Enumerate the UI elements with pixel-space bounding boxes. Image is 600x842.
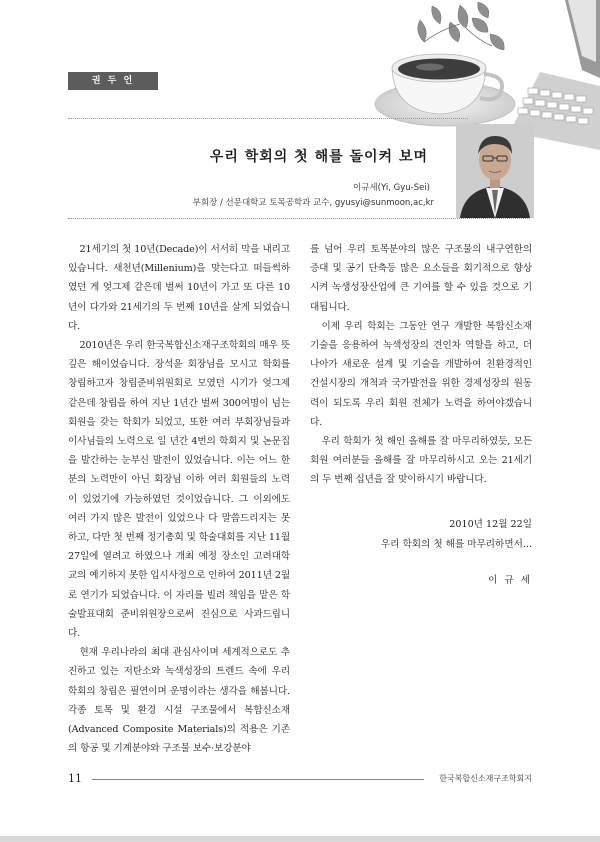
paragraph: 2010년은 우리 한국복합신소재구조학회의 매우 뜻 깊은 해이었습니다. 장석윤 회장님을 모시고 학회를 창립하고자 창립준비위원회로 모였던 시기가 엊그제 같은데 창립을 하여 지난 1년간 벌써 300여명이 넘는 회원을 갖는 학회가 되었고, 또한 여러 부회장님들과 이사님들의 노력으로 일 년간 4번의 학회지 및 논문집을 발간하는 눈부신 발전이 있었습니다. 이는 어느 한 분의 노력만이 아닌 회장님 이하 여러 회원들의 노력이 있었기에 가능하였던 것이었습니다. 그 이외에도 여러 가지 많은 발전이 있었으나 다 말씀드리지는 못하고, 다만 첫 번째 정기총회 및 학술대회를 지난 11월 27일에 열려고 하였으나 개최 예정 장소인 고려대학교의 예기하지 못한 입시사정으로 인하여 2011년 2월로 연기가 되었습니다. 이 자리를 빌려 책임을 맡은 학술발표대회 준비위원장으로써 진심으로 사과드립니다.	[68, 340, 290, 640]
page-number: 11	[68, 772, 82, 785]
paragraph: 현재 우리나라의 최대 관심사이며 세계적으로도 추진하고 있는 저탄소와 녹색성장의 트렌드 속에 우리 학회의 창립은 필연이며 운명이라는 생각을 해봅니다. 각종 토목 및 환경 시설 구조물에서 복합신소재(Advanced Composite Materials)의 적용은 기존의 항공 및 기계분야와 구조물 보수·보강분야	[68, 647, 290, 755]
body-column-left	[68, 240, 290, 758]
article-title: 우리 학회의 첫 해를 돌이켜 보며	[209, 149, 428, 165]
footer-rule	[92, 779, 424, 780]
paragraph: 이제 우리 학회는 그동안 연구 개발한 복합신소재 기술을 응용하여 녹색성장의 견인차 역할을 하고, 더 나아가 새로운 설계 및 기술을 개발하여 친환경적인 건설시장의 개척과 국가발전을 위한 경제성장의 원동력이 되도록 우리 회원 전체가 노력을 하여야겠습니다.	[310, 320, 532, 428]
closing-date: 2010년 12월 22일	[449, 519, 532, 530]
journal-name: 한국복합신소재구조학회지	[439, 774, 532, 783]
leaf-decoration-icon	[418, 2, 504, 50]
page-bottom-edge	[0, 836, 600, 842]
title-divider	[68, 218, 530, 219]
closing-line: 우리 학회의 첫 해를 마무리하면서...	[380, 539, 532, 550]
coffee-cup-icon	[375, 54, 515, 126]
paragraph: 를 넘어 우리 토목분야의 많은 구조물의 내구연한의 증대 및 공기 단축등 많은 요소들을 회기적으로 향상시켜 녹생성장산업에 큰 기여를 할 수 있을 것으로 기대됩니다.	[310, 244, 532, 313]
paragraph: 21세기의 첫 10년(Decade)이 서서히 막을 내리고 있습니다. 새천년(Millenium)을 맞는다고 떠들썩하였던 게 엊그제 같은데 벌써 10년이 가고 또 다른 10년이 다가와 21세기의 두 번째 10년을 살게 되었습니다.	[68, 244, 290, 332]
section-tag: 권 두 언	[68, 72, 158, 90]
author-photo	[456, 124, 534, 218]
paragraph: 우리 학회가 첫 해인 올해를 잘 마무리하였듯, 모든 회원 여러분들 올해를 잘 마무리하시고 오는 21세기의 두 번째 십년을 잘 맞이하시기 바랍니다.	[310, 436, 532, 486]
closing-signature: 이 규 세	[488, 575, 532, 586]
header-divider	[68, 118, 468, 119]
author-name: 이규세(Yi, Gyu-Sei)	[353, 183, 430, 193]
author-affiliation: 부회장 / 선문대학교 토목공학과 교수, gyusyi@sunmoon,ac,kr	[192, 198, 434, 208]
body-column-right	[310, 240, 532, 490]
